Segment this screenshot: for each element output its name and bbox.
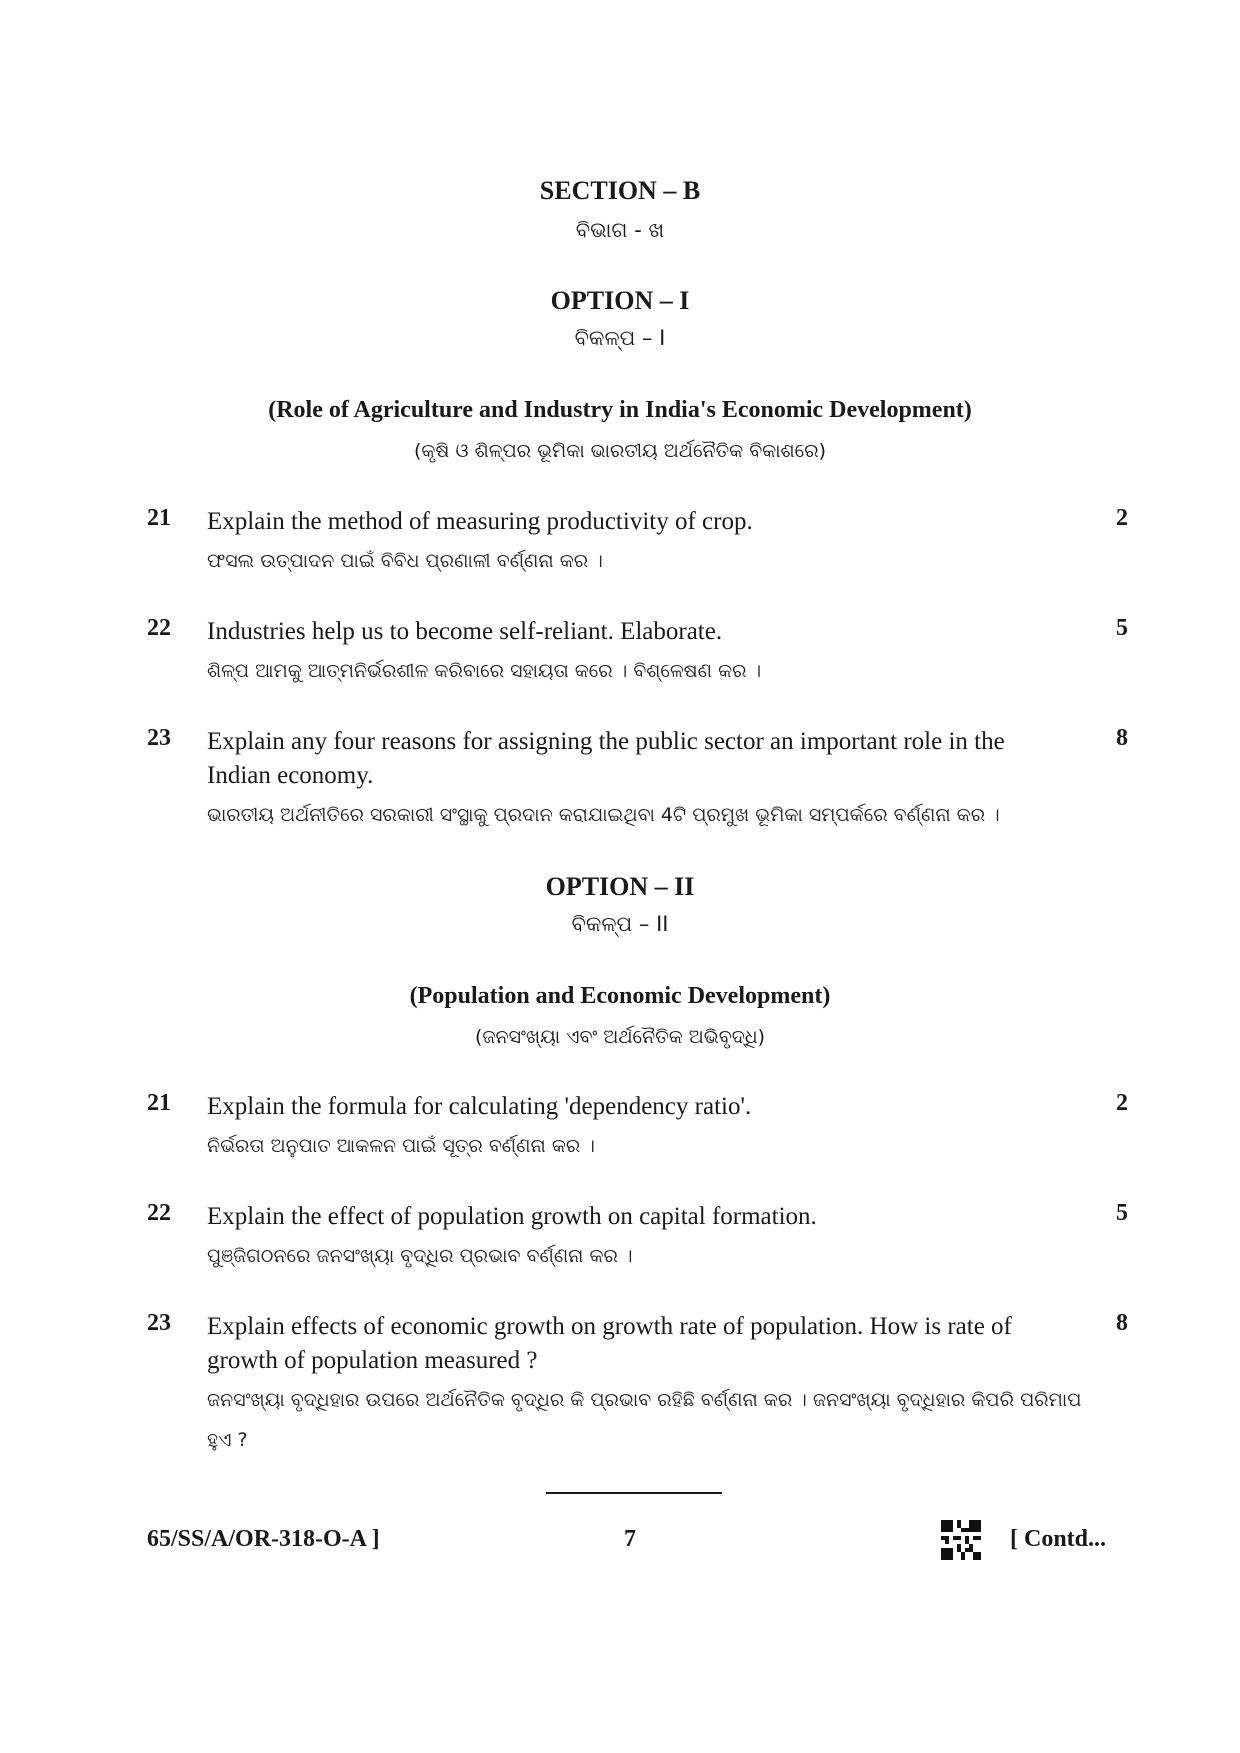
question-marks: 5	[1116, 615, 1128, 641]
question-marks: 8	[1116, 725, 1128, 751]
question-number: 22	[147, 615, 171, 641]
question-number: 23	[147, 725, 171, 751]
option-2-topic: (Population and Economic Development)	[409, 983, 831, 1009]
question-text: Explain any four reasons for assigning the public sector an important role in the Indian economy.	[207, 728, 1005, 789]
question-text: Explain the method of measuring productivity of crop.	[207, 508, 753, 535]
question-text: Industries help us to become self-reliant. Elaborate.	[207, 618, 723, 645]
qr-code-icon	[941, 1520, 981, 1560]
option-2-subtitle: ବିକଳ୍ପ – II	[571, 912, 669, 936]
question-text-odia: ପୁଞ୍ଜିଗଠନରେ ଜନସଂଖ୍ୟା ବୃଦ୍ଧିର ପ୍ରଭାବ ବର୍ଣ୍ଣନା କର ।	[207, 1245, 633, 1267]
question-marks: 2	[1116, 1090, 1128, 1116]
section-title: SECTION – B	[539, 176, 701, 205]
option-2-title: OPTION – II	[545, 872, 695, 901]
question-marks: 8	[1116, 1310, 1128, 1336]
question-marks: 5	[1116, 1200, 1128, 1226]
question-text-odia: ଜନସଂଖ୍ୟା ବୃଦ୍ଧିହାର ଉପରେ ଅର୍ଥନୈତିକ ବୃଦ୍ଧିର କି ପ୍ରଭାବ ରହିଛି ବର୍ଣ୍ଣନା କର । ଜନସଂଖ୍ୟା ବୃଦ୍ଧିହାର କିପରି ପରିମାପ ହୁଏ ?	[207, 1389, 1082, 1451]
section-subtitle: ବିଭାଗ - ଖ	[575, 218, 665, 242]
question-number: 22	[147, 1200, 171, 1226]
question-text-odia: ଫସଲ ଉତ୍ପାଦନ ପାଇଁ ବିବିଧ ପ୍ରଣାଳୀ ବର୍ଣ୍ଣନା କର ।	[207, 550, 603, 572]
option-2-topic-odia: (ଜନସଂଖ୍ୟା ଏବଂ ଅର୍ଥନୈତିକ ଅଭିବୃଦ୍ଧି)	[474, 1026, 766, 1048]
question-text: Explain the effect of population growth on capital formation.	[207, 1203, 817, 1230]
page-number: 7	[624, 1526, 636, 1552]
continued-label: [ Contd...	[1010, 1526, 1107, 1552]
question-number: 21	[147, 1090, 171, 1116]
option-1-title: OPTION – I	[550, 286, 690, 315]
question-text-odia: ଭାରତୀୟ ଅର୍ଥନୀତିରେ ସରକାରୀ ସଂସ୍ଥାକୁ ପ୍ରଦାନ କରାଯାଇଥିବା 4ଟି ପ୍ରମୁଖ ଭୂମିକା ସମ୍ପର୍କରେ ବର୍ଣ୍ଣନା କର ।	[207, 804, 1000, 826]
question-text-odia: ଶିଳ୍ପ ଆମକୁ ଆତ୍ମନିର୍ଭରଶୀଳ କରିବାରେ ସହାୟତା କରେ । ବିଶ୍ଳେଷଣ କର ।	[207, 660, 762, 682]
paper-code: 65/SS/A/OR-318-O-A ]	[147, 1526, 380, 1552]
question-text: Explain effects of economic growth on growth rate of population. How is rate of growth of population measured ?	[207, 1313, 1012, 1374]
option-1-subtitle: ବିକଳ୍ପ – I	[574, 326, 666, 350]
option-1-topic: (Role of Agriculture and Industry in India's Economic Development)	[268, 397, 972, 423]
question-number: 23	[147, 1310, 171, 1336]
question-marks: 2	[1116, 505, 1128, 531]
option-1-topic-odia: (କୃଷି ଓ ଶିଳ୍ପର ଭୂମିକା ଭାରତୀୟ ଅର୍ଥନୈତିକ ବିକାଶରେ)	[413, 440, 827, 462]
end-rule	[546, 1492, 722, 1494]
question-number: 21	[147, 505, 171, 531]
question-text-odia: ନିର୍ଭରତା ଅନୁପାତ ଆକଳନ ପାଇଁ ସୂତ୍ର ବର୍ଣ୍ଣନା କର ।	[207, 1135, 595, 1157]
question-text: Explain the formula for calculating 'dependency ratio'.	[207, 1093, 752, 1120]
